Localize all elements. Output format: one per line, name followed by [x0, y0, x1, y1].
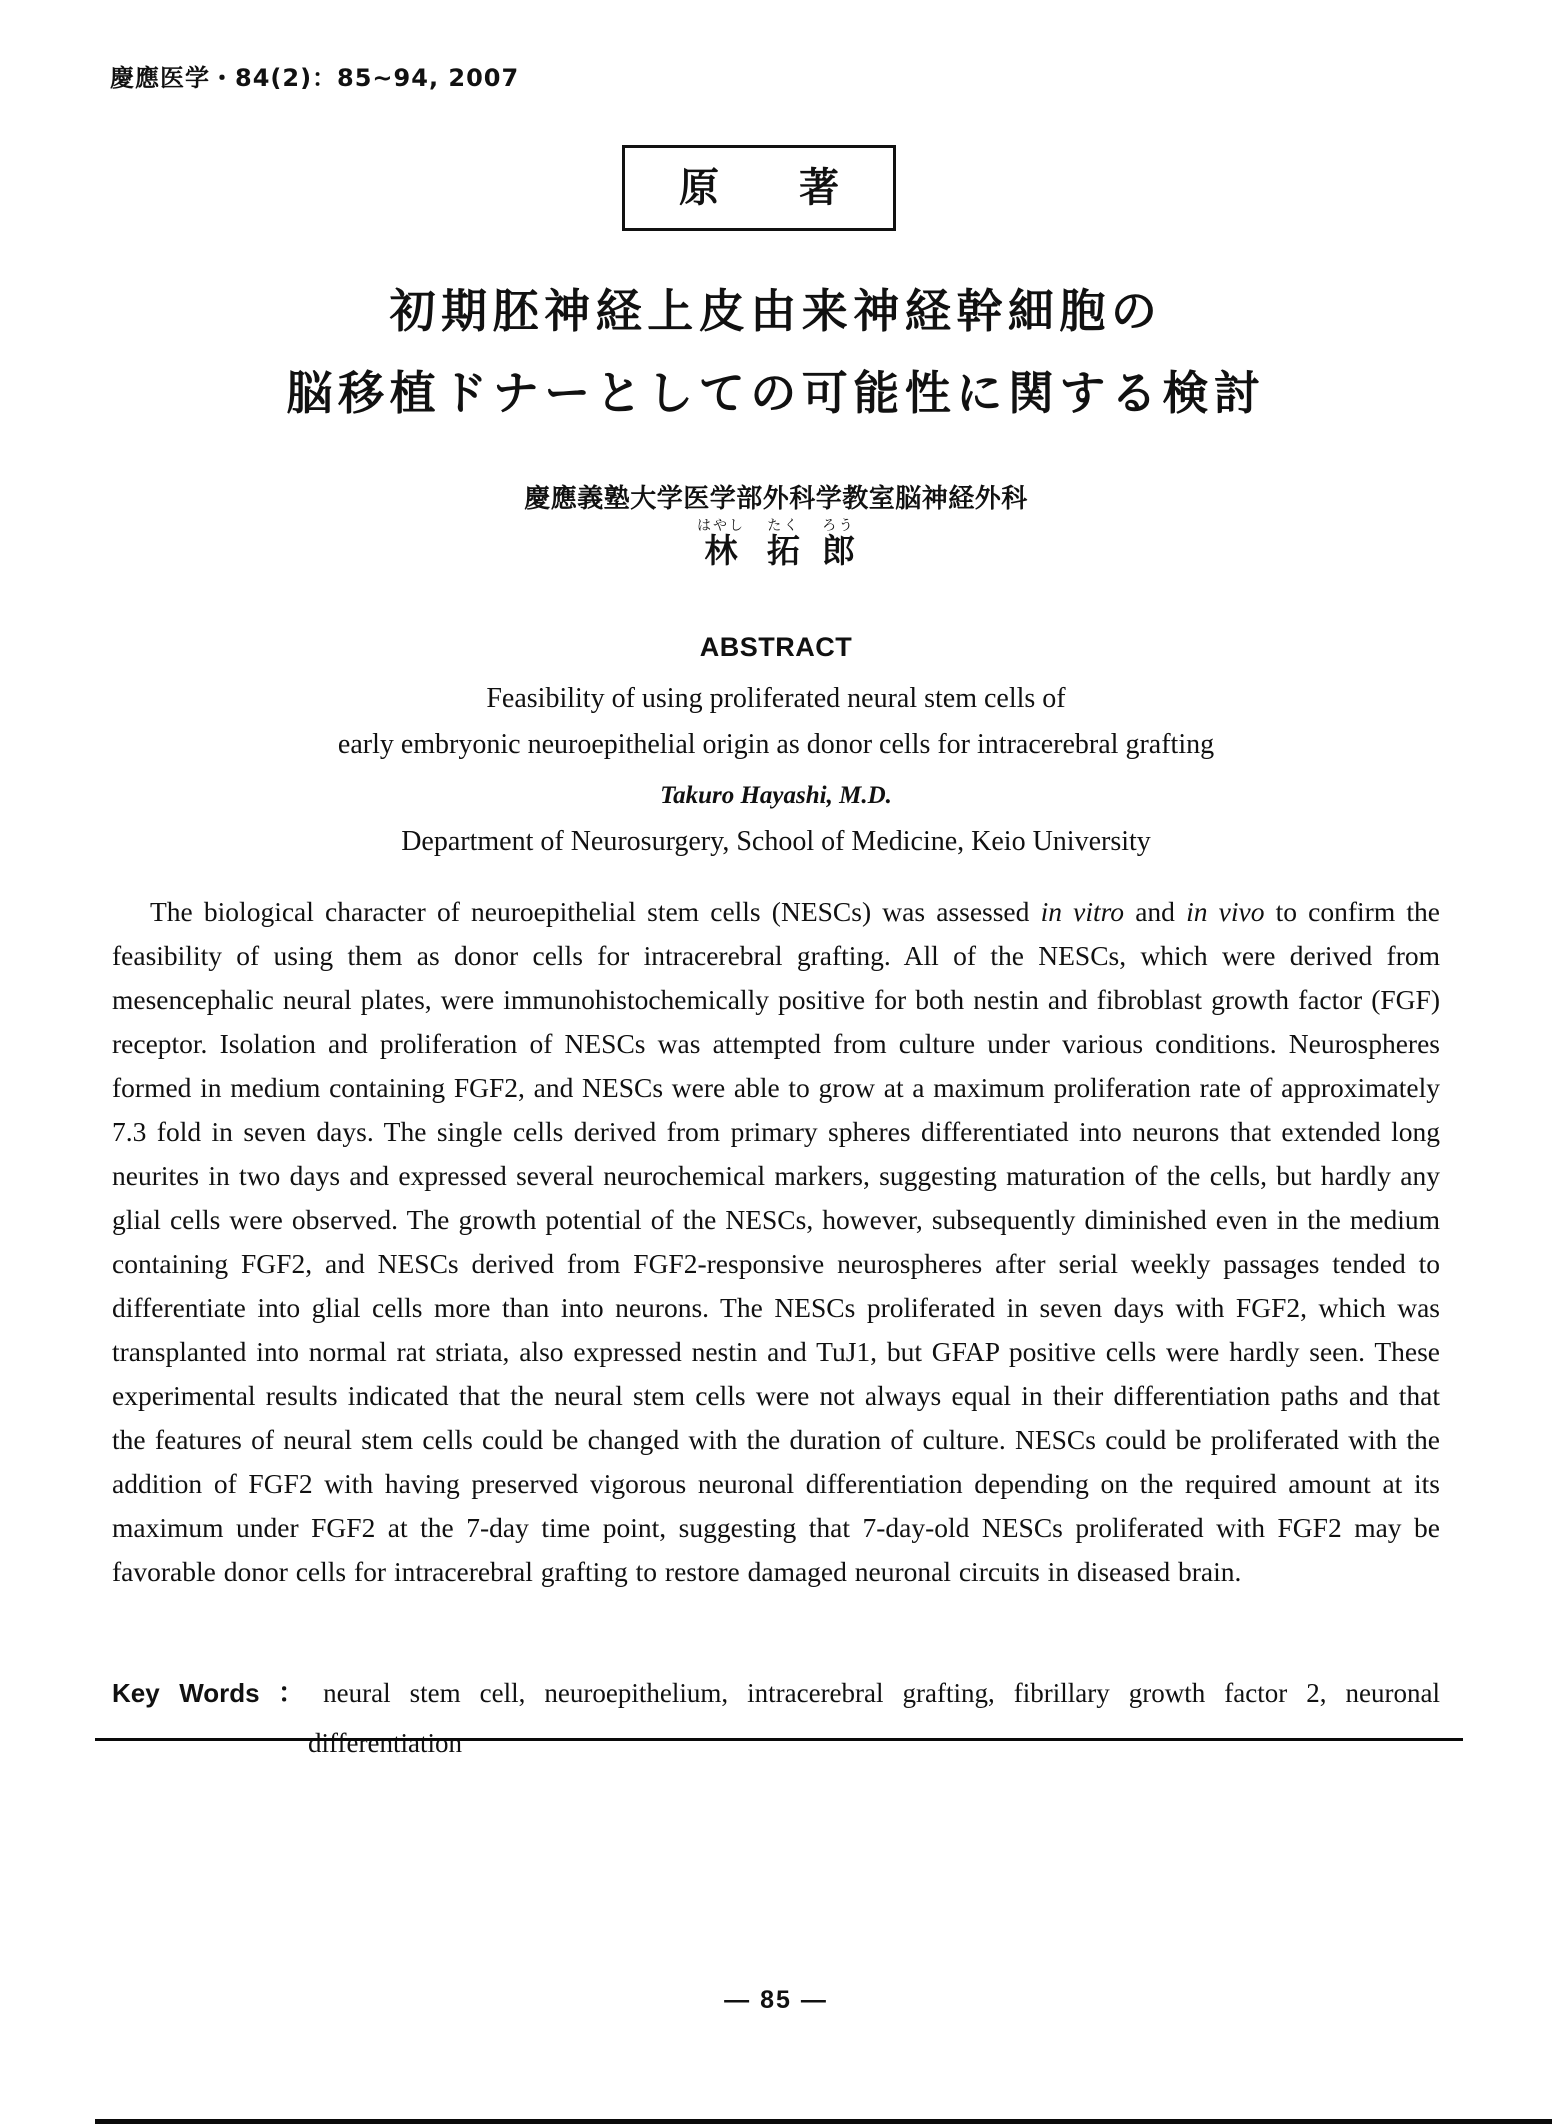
footer-divider-rule — [95, 1738, 1463, 1741]
page-number: — 85 — — [724, 1986, 828, 2014]
article-title — [0, 284, 1552, 420]
article-title-line-1: 初期胚神経上皮由来神経幹細胞の — [389, 284, 1163, 338]
article-type-label: 原 著 — [679, 164, 839, 211]
abstract-body-paragraph: The biological character of neuroepithelial stem cells (NESCs) was assessed in vitro and in vivo to confirm the feasibility of using them as donor cells for intracerebral grafting. All of the NESCs, which were derived from mesencephalic neural plates, were immunohistochemically positive for both nestin and fibroblast growth factor (FGF) receptor. Isolation and proliferation of NESCs was attempted from culture under various conditions. Neurospheres formed in medium containing FGF2, and NESCs were able to grow at a maximum proliferation rate of approximately 7.3 fold in seven days. The single cells derived from primary spheres differentiated into neurons that extended long neurites in two days and expressed several neurochemical markers, suggesting maturation of the cells, but hardly any glial cells were observed. The growth potential of the NESCs, however, subsequently diminished even in the medium containing FGF2, and NESCs derived from FGF2-responsive neurospheres after serial weekly passages tended to differentiate into glial cells more than into neurons. The NESCs proliferated in seven days with FGF2, which was transplanted into normal rat striata, also expressed nestin and TuJ1, but GFAP positive cells were hardly seen. These experimental results indicated that the neural stem cells were not always equal in their differentiation paths and that the features of neural stem cells could be changed with the duration of culture. NESCs could be proliferated with the addition of FGF2 with having preserved vigorous neuronal differentiation depending on the required amount at its maximum under FGF2 at the 7-day time point, suggesting that 7-day-old NESCs proliferated with FGF2 may be favorable donor cells for intracerebral grafting to restore damaged neuronal circuits in diseased brain. — [112, 896, 1440, 1587]
keywords-block — [112, 1668, 1440, 1768]
article-title-line-2: 脳移植ドナーとしての可能性に関する検討 — [286, 366, 1266, 420]
bottom-scan-edge-line — [95, 2119, 1552, 2124]
keywords-label: Key Words — [112, 1678, 260, 1708]
journal-citation-header: 慶應医学・84(2)：85~94, 2007 — [110, 64, 520, 92]
author-name-japanese: 林はやし拓たく郎ろう — [697, 518, 855, 570]
affiliation-english: Department of Neurosurgery, School of Medicine, Keio University — [401, 826, 1151, 857]
affiliation-japanese: 慶應義塾大学医学部外科学教室脳神経外科 — [524, 484, 1028, 514]
keywords-separator: ： — [265, 1678, 318, 1708]
abstract-heading: ABSTRACT — [699, 632, 853, 662]
abstract-english-title-line-1: Feasibility of using proliferated neural stem cells of — [486, 683, 1066, 714]
article-type-box — [622, 145, 896, 231]
abstract-english-title — [0, 676, 1552, 768]
keywords-text: neural stem cell, neuroepithelium, intracerebral grafting, fibrillary growth factor 2, neuronal differentiation — [308, 1678, 1440, 1758]
author-name-english: Takuro Hayashi, M.D. — [660, 782, 892, 809]
abstract-english-title-line-2: early embryonic neuroepithelial origin as donor cells for intracerebral grafting — [337, 729, 1215, 760]
